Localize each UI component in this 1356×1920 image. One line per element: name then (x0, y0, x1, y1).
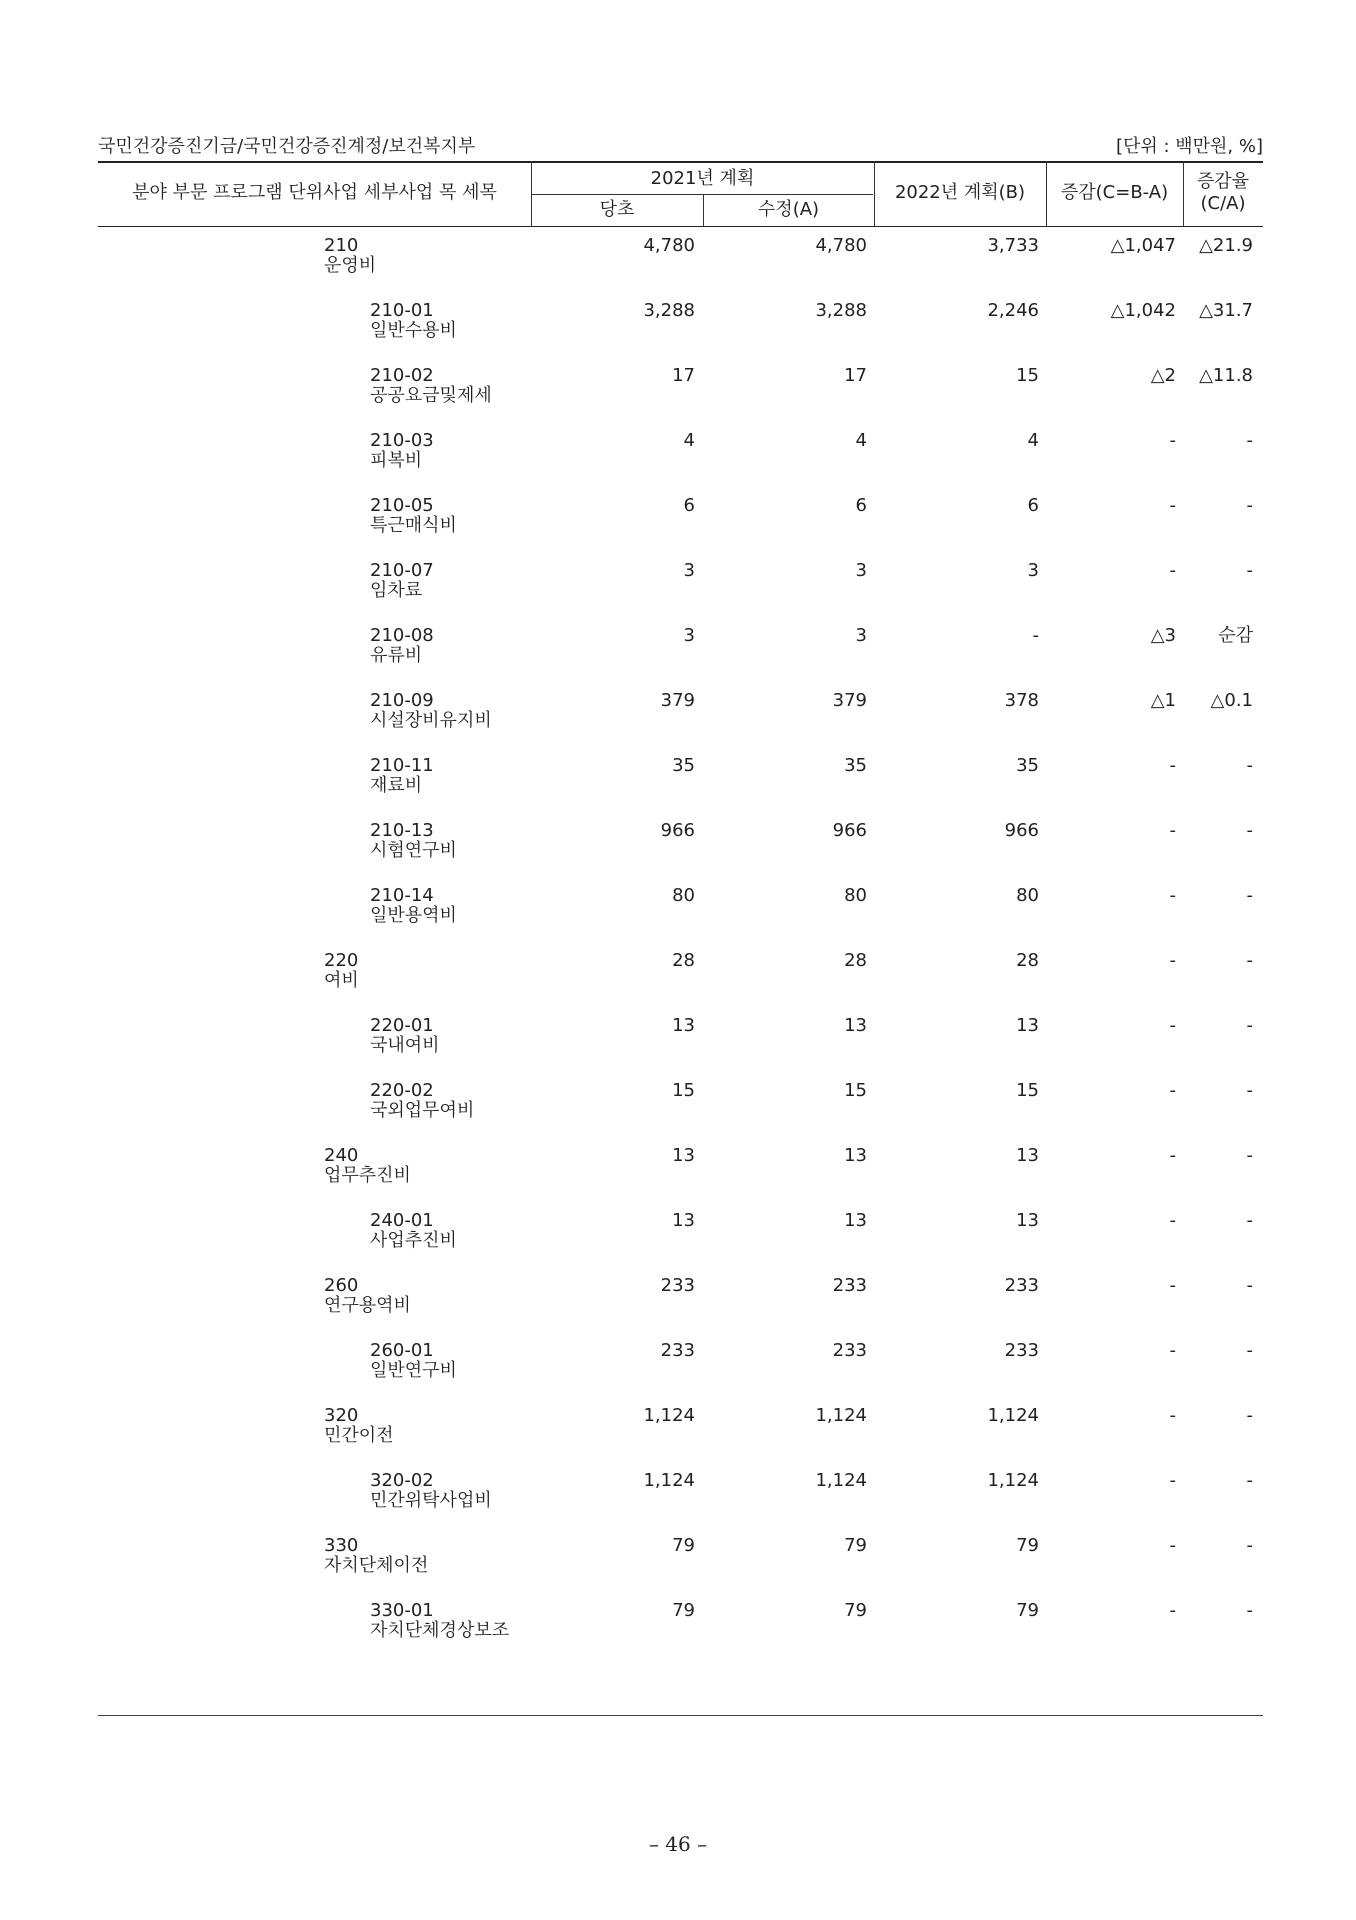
cell-rate: - (1246, 885, 1253, 906)
cell-rate: - (1246, 1015, 1253, 1036)
cell-initial: 6 (683, 495, 695, 516)
item-name: 여비 (324, 970, 359, 991)
cell-plan2022: 233 (1004, 1340, 1039, 1361)
cell-plan2022: 28 (1016, 950, 1039, 971)
cell-initial: 1,124 (643, 1470, 695, 1491)
cell-initial: 233 (660, 1275, 695, 1296)
cell-revised: 4,780 (815, 235, 867, 256)
cell-rate: △21.9 (1199, 235, 1253, 256)
cell-change: - (1169, 1080, 1176, 1101)
item-name: 운영비 (324, 255, 377, 276)
item-code: 220 (324, 950, 359, 971)
cell-initial: 3 (683, 560, 695, 581)
cell-revised: 1,124 (815, 1405, 867, 1426)
header-rate-line2: (C/A) (1200, 193, 1246, 214)
cell-initial: 3 (683, 625, 695, 646)
cell-plan2022: 4 (1027, 430, 1039, 451)
item-name: 일반용역비 (370, 905, 457, 926)
item-code: 210-14 (370, 885, 434, 906)
table-row (0, 755, 1356, 820)
cell-plan2022: 79 (1016, 1535, 1039, 1556)
cell-change: △3 (1150, 625, 1176, 646)
table-row (0, 300, 1356, 365)
cell-initial: 13 (672, 1210, 695, 1231)
cell-plan2022: 79 (1016, 1600, 1039, 1621)
budget-table-body (0, 235, 1356, 1665)
item-name: 연구용역비 (324, 1295, 411, 1316)
table-row (0, 1015, 1356, 1080)
cell-revised: 3 (855, 560, 867, 581)
cell-rate: - (1246, 950, 1253, 971)
item-code: 330-01 (370, 1600, 434, 1621)
cell-initial: 13 (672, 1145, 695, 1166)
item-name: 시설장비유지비 (370, 710, 492, 731)
item-name: 유류비 (370, 645, 423, 666)
cell-change: - (1169, 1600, 1176, 1621)
item-name: 임차료 (370, 580, 423, 601)
cell-rate: - (1246, 1600, 1253, 1621)
table-row (0, 820, 1356, 885)
cell-rate: - (1246, 1535, 1253, 1556)
cell-plan2022: 13 (1016, 1015, 1039, 1036)
cell-revised: 3,288 (815, 300, 867, 321)
cell-rate: - (1246, 820, 1253, 841)
cell-initial: 79 (672, 1535, 695, 1556)
cell-initial: 15 (672, 1080, 695, 1101)
cell-revised: 13 (844, 1145, 867, 1166)
item-code: 210-07 (370, 560, 434, 581)
cell-rate: - (1246, 560, 1253, 581)
cell-change: - (1169, 1470, 1176, 1491)
header-initial: 당초 (599, 199, 635, 220)
cell-revised: 379 (832, 690, 867, 711)
table-row (0, 1145, 1356, 1210)
item-code: 260 (324, 1275, 359, 1296)
cell-initial: 80 (672, 885, 695, 906)
item-name: 재료비 (370, 775, 423, 796)
item-name: 업무추진비 (324, 1165, 411, 1186)
cell-rate: - (1246, 1470, 1253, 1491)
table-row (0, 1535, 1356, 1600)
cell-plan2022: - (1032, 625, 1039, 646)
cell-revised: 79 (844, 1535, 867, 1556)
cell-initial: 79 (672, 1600, 695, 1621)
table-row (0, 885, 1356, 950)
table-row (0, 1275, 1356, 1340)
cell-change: - (1169, 560, 1176, 581)
cell-revised: 233 (832, 1340, 867, 1361)
table-row (0, 235, 1356, 300)
item-code: 210-08 (370, 625, 434, 646)
cell-revised: 35 (844, 755, 867, 776)
item-name: 피복비 (370, 450, 423, 471)
cell-rate: - (1246, 1275, 1253, 1296)
cell-initial: 379 (660, 690, 695, 711)
cell-plan2022: 233 (1004, 1275, 1039, 1296)
cell-change: - (1169, 495, 1176, 516)
cell-change: - (1169, 755, 1176, 776)
table-row (0, 495, 1356, 560)
table-row (0, 1340, 1356, 1405)
table-row (0, 1600, 1356, 1665)
cell-initial: 13 (672, 1015, 695, 1036)
cell-plan2022: 13 (1016, 1145, 1039, 1166)
header-subrule (531, 194, 873, 195)
item-code: 210-05 (370, 495, 434, 516)
cell-rate: - (1246, 430, 1253, 451)
cell-revised: 3 (855, 625, 867, 646)
cell-change: △2 (1150, 365, 1176, 386)
cell-rate: - (1246, 1210, 1253, 1231)
item-name: 일반연구비 (370, 1360, 457, 1381)
item-code: 260-01 (370, 1340, 434, 1361)
cell-rate: - (1246, 495, 1253, 516)
item-name: 국외업무여비 (370, 1100, 475, 1121)
table-bottom-rule (98, 1715, 1263, 1716)
cell-rate: △11.8 (1199, 365, 1253, 386)
cell-revised: 15 (844, 1080, 867, 1101)
item-name: 국내여비 (370, 1035, 440, 1056)
cell-initial: 233 (660, 1340, 695, 1361)
header-revised: 수정(A) (757, 199, 820, 220)
header-plan-2022: 2022년 계획(B) (894, 182, 1026, 203)
table-row (0, 560, 1356, 625)
table-row (0, 625, 1356, 690)
cell-change: - (1169, 820, 1176, 841)
cell-revised: 80 (844, 885, 867, 906)
header-rate (1183, 171, 1263, 215)
cell-rate: 순감 (1218, 625, 1253, 646)
item-code: 320 (324, 1405, 359, 1426)
item-name: 자치단체경상보조 (370, 1620, 510, 1641)
cell-plan2022: 2,246 (987, 300, 1039, 321)
cell-plan2022: 15 (1016, 1080, 1039, 1101)
cell-revised: 966 (832, 820, 867, 841)
cell-change: - (1169, 1535, 1176, 1556)
item-name: 자치단체이전 (324, 1555, 429, 1576)
unit-label: [단위 : 백만원, %] (1115, 136, 1263, 157)
table-row (0, 1210, 1356, 1275)
item-code: 220-01 (370, 1015, 434, 1036)
cell-plan2022: 80 (1016, 885, 1039, 906)
cell-change: - (1169, 1275, 1176, 1296)
document-title: 국민건강증진기금/국민건강증진계정/보건복지부 (98, 136, 476, 157)
cell-revised: 13 (844, 1210, 867, 1231)
cell-rate: - (1246, 1405, 1253, 1426)
cell-change: - (1169, 885, 1176, 906)
item-code: 210-11 (370, 755, 434, 776)
cell-plan2022: 966 (1004, 820, 1039, 841)
header-rate-line1: 증감율 (1196, 171, 1250, 192)
cell-initial: 1,124 (643, 1405, 695, 1426)
table-row (0, 950, 1356, 1015)
header-category: 분야 부문 프로그램 단위사업 세부사업 목 세목 (132, 182, 497, 203)
cell-revised: 17 (844, 365, 867, 386)
table-row (0, 690, 1356, 755)
cell-change: - (1169, 1210, 1176, 1231)
cell-change: - (1169, 1015, 1176, 1036)
item-code: 330 (324, 1535, 359, 1556)
cell-change: △1 (1150, 690, 1176, 711)
cell-rate: △31.7 (1199, 300, 1253, 321)
item-code: 240-01 (370, 1210, 434, 1231)
cell-revised: 28 (844, 950, 867, 971)
cell-revised: 6 (855, 495, 867, 516)
item-code: 240 (324, 1145, 359, 1166)
cell-revised: 1,124 (815, 1470, 867, 1491)
item-code: 210-02 (370, 365, 434, 386)
cell-revised: 4 (855, 430, 867, 451)
item-name: 민간이전 (324, 1425, 394, 1446)
cell-initial: 17 (672, 365, 695, 386)
cell-rate: △0.1 (1210, 690, 1253, 711)
cell-plan2022: 1,124 (987, 1470, 1039, 1491)
cell-change: - (1169, 950, 1176, 971)
cell-plan2022: 378 (1004, 690, 1039, 711)
item-code: 210-13 (370, 820, 434, 841)
cell-plan2022: 3,733 (987, 235, 1039, 256)
cell-initial: 966 (660, 820, 695, 841)
cell-change: - (1169, 1145, 1176, 1166)
cell-revised: 233 (832, 1275, 867, 1296)
table-top-rule (98, 161, 1263, 163)
page-number: – 46 – (648, 1832, 708, 1856)
item-code: 210 (324, 235, 359, 256)
table-row (0, 430, 1356, 495)
cell-plan2022: 1,124 (987, 1405, 1039, 1426)
cell-initial: 4,780 (643, 235, 695, 256)
item-code: 210-09 (370, 690, 434, 711)
cell-plan2022: 15 (1016, 365, 1039, 386)
item-code: 220-02 (370, 1080, 434, 1101)
item-name: 공공요금및제세 (370, 385, 492, 406)
header-plan-2021: 2021년 계획 (650, 168, 755, 189)
cell-rate: - (1246, 1145, 1253, 1166)
header-change: 증감(C=B-A) (1060, 182, 1169, 203)
cell-initial: 4 (683, 430, 695, 451)
cell-revised: 13 (844, 1015, 867, 1036)
item-name: 사업추진비 (370, 1230, 457, 1251)
cell-revised: 79 (844, 1600, 867, 1621)
item-code: 320-02 (370, 1470, 434, 1491)
item-code: 210-03 (370, 430, 434, 451)
table-header-rule (98, 226, 1263, 227)
cell-initial: 3,288 (643, 300, 695, 321)
cell-change: △1,047 (1110, 235, 1176, 256)
cell-plan2022: 35 (1016, 755, 1039, 776)
table-row (0, 1080, 1356, 1145)
table-row (0, 1405, 1356, 1470)
table-row (0, 1470, 1356, 1535)
item-name: 시험연구비 (370, 840, 457, 861)
cell-change: △1,042 (1110, 300, 1176, 321)
cell-plan2022: 6 (1027, 495, 1039, 516)
cell-rate: - (1246, 1340, 1253, 1361)
cell-initial: 28 (672, 950, 695, 971)
cell-change: - (1169, 430, 1176, 451)
cell-change: - (1169, 1340, 1176, 1361)
table-row (0, 365, 1356, 430)
item-name: 특근매식비 (370, 515, 457, 536)
item-code: 210-01 (370, 300, 434, 321)
cell-rate: - (1246, 1080, 1253, 1101)
cell-initial: 35 (672, 755, 695, 776)
cell-plan2022: 3 (1027, 560, 1039, 581)
cell-change: - (1169, 1405, 1176, 1426)
item-name: 일반수용비 (370, 320, 457, 341)
cell-plan2022: 13 (1016, 1210, 1039, 1231)
item-name: 민간위탁사업비 (370, 1490, 492, 1511)
cell-rate: - (1246, 755, 1253, 776)
